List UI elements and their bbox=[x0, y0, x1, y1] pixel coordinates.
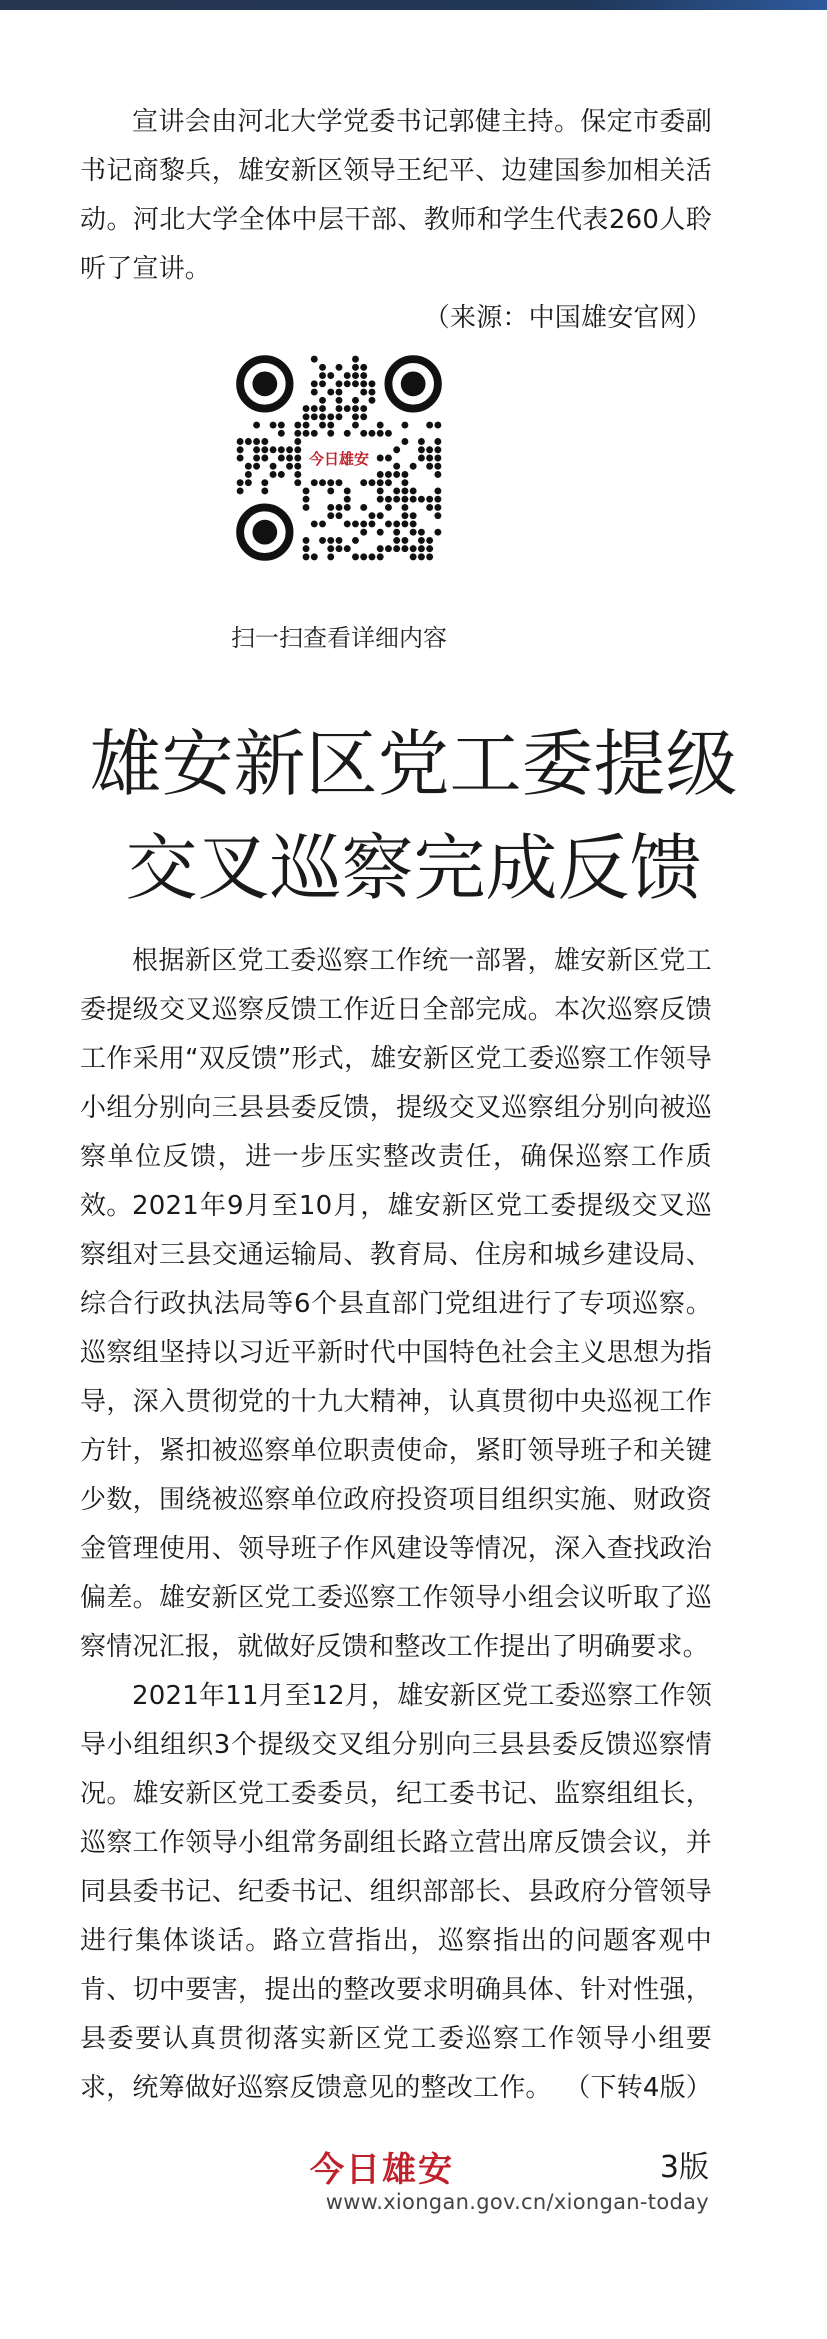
qr-module bbox=[278, 455, 285, 462]
qr-module bbox=[261, 455, 268, 462]
qr-module bbox=[311, 389, 318, 396]
qr-module bbox=[319, 413, 326, 420]
qr-module bbox=[401, 479, 408, 486]
article-headline bbox=[40, 712, 787, 920]
qr-module bbox=[410, 487, 417, 494]
qr-module bbox=[393, 446, 400, 453]
qr-module bbox=[434, 422, 441, 429]
qr-module bbox=[336, 380, 343, 387]
headline-line-1: 雄安新区党工委提级 bbox=[89, 722, 738, 806]
headline-line-2: 交叉巡察完成反馈 bbox=[125, 826, 702, 910]
qr-module bbox=[327, 413, 334, 420]
qr-module bbox=[434, 512, 441, 519]
qr-module bbox=[393, 545, 400, 552]
qr-module bbox=[261, 479, 268, 486]
qr-module bbox=[294, 479, 301, 486]
qr-module bbox=[237, 455, 244, 462]
qr-module bbox=[410, 496, 417, 503]
qr-module bbox=[434, 496, 441, 503]
qr-module bbox=[368, 520, 375, 527]
intro-paragraph bbox=[80, 98, 712, 343]
qr-module bbox=[311, 356, 318, 363]
qr-caption: 扫一扫查看详细内容 bbox=[231, 624, 447, 652]
qr-module bbox=[286, 455, 293, 462]
body-paragraph-1: 根据新区党工委巡察工作统一部署，雄安新区党工委提级交叉巡察反馈工作近日全部完成。本次巡察反馈工作采用“双反馈”形式，雄安新区党工委巡察工作领导小组分别向三县县委反馈，提级交叉巡察组分别向被巡察单位反馈，进一步压实整改责任，确保巡察工作质效。 bbox=[80, 946, 712, 1221]
qr-module bbox=[344, 380, 351, 387]
qr-module bbox=[418, 496, 425, 503]
qr-module bbox=[352, 405, 359, 412]
qr-module bbox=[319, 397, 326, 404]
qr-module bbox=[344, 405, 351, 412]
qr-module bbox=[336, 545, 343, 552]
qr-module bbox=[360, 405, 367, 412]
qr-module bbox=[377, 430, 384, 437]
intro-text: 宣讲会由河北大学党委书记郭健主持。保定市委副书记商黎兵，雄安新区领导王纪平、边建国参加相关活动。河北大学全体中层干部、教师和学生代表260人聆听了宣讲。 bbox=[80, 107, 712, 284]
qr-module bbox=[418, 545, 425, 552]
qr-module bbox=[434, 463, 441, 470]
qr-module bbox=[344, 372, 351, 379]
qr-module bbox=[360, 553, 367, 560]
qr-module bbox=[418, 553, 425, 560]
qr-module bbox=[336, 397, 343, 404]
qr-module bbox=[327, 422, 334, 429]
qr-module bbox=[245, 463, 252, 470]
qr-module bbox=[352, 520, 359, 527]
qr-module bbox=[303, 553, 310, 560]
qr-code-block[interactable] bbox=[231, 355, 447, 652]
qr-module bbox=[393, 537, 400, 544]
qr-module bbox=[352, 553, 359, 560]
qr-module bbox=[368, 512, 375, 519]
qr-module bbox=[319, 380, 326, 387]
qr-module bbox=[294, 430, 301, 437]
qr-module bbox=[344, 545, 351, 552]
qr-module bbox=[344, 487, 351, 494]
qr-module bbox=[237, 479, 244, 486]
qr-module bbox=[253, 446, 260, 453]
qr-module bbox=[344, 496, 351, 503]
qr-module bbox=[385, 430, 392, 437]
qr-module bbox=[352, 397, 359, 404]
top-decorative-bar bbox=[0, 0, 827, 10]
qr-module bbox=[294, 438, 301, 445]
qr-module bbox=[270, 446, 277, 453]
qr-module bbox=[401, 520, 408, 527]
qr-module bbox=[360, 389, 367, 396]
qr-module bbox=[253, 463, 260, 470]
qr-module bbox=[327, 372, 334, 379]
qr-module bbox=[360, 529, 367, 536]
qr-module bbox=[377, 422, 384, 429]
qr-module bbox=[385, 455, 392, 462]
qr-module bbox=[360, 504, 367, 511]
qr-module bbox=[336, 504, 343, 511]
qr-module bbox=[237, 438, 244, 445]
qr-module bbox=[401, 422, 408, 429]
qr-module bbox=[336, 479, 343, 486]
qr-module bbox=[278, 422, 285, 429]
qr-module bbox=[319, 479, 326, 486]
qr-module bbox=[352, 356, 359, 363]
qr-module bbox=[377, 553, 384, 560]
qr-module bbox=[344, 504, 351, 511]
qr-module bbox=[426, 422, 433, 429]
qr-module bbox=[434, 471, 441, 478]
qr-module bbox=[377, 512, 384, 519]
qr-module bbox=[336, 413, 343, 420]
qr-module bbox=[434, 529, 441, 536]
qr-module bbox=[418, 446, 425, 453]
body-paragraph-3 bbox=[80, 1672, 712, 2113]
qr-module bbox=[377, 471, 384, 478]
qr-module bbox=[303, 545, 310, 552]
qr-module bbox=[294, 471, 301, 478]
qr-module bbox=[319, 372, 326, 379]
qr-module bbox=[311, 430, 318, 437]
qr-module bbox=[311, 553, 318, 560]
qr-module bbox=[377, 496, 384, 503]
qr-module bbox=[327, 389, 334, 396]
qr-code[interactable] bbox=[236, 355, 442, 561]
qr-module bbox=[294, 463, 301, 470]
qr-module bbox=[327, 537, 334, 544]
qr-module bbox=[418, 438, 425, 445]
qr-module bbox=[360, 430, 367, 437]
qr-module bbox=[426, 553, 433, 560]
qr-module bbox=[286, 463, 293, 470]
qr-module bbox=[237, 446, 244, 453]
qr-module bbox=[319, 364, 326, 371]
qr-module bbox=[393, 487, 400, 494]
qr-module bbox=[393, 529, 400, 536]
qr-module bbox=[261, 438, 268, 445]
qr-module bbox=[352, 537, 359, 544]
qr-module bbox=[344, 430, 351, 437]
qr-module bbox=[401, 545, 408, 552]
qr-module bbox=[434, 455, 441, 462]
qr-module bbox=[385, 504, 392, 511]
qr-module bbox=[336, 405, 343, 412]
qr-module bbox=[327, 504, 334, 511]
qr-module bbox=[352, 422, 359, 429]
qr-module bbox=[278, 430, 285, 437]
qr-module bbox=[393, 496, 400, 503]
qr-module bbox=[426, 545, 433, 552]
qr-module bbox=[327, 553, 334, 560]
qr-module bbox=[393, 463, 400, 470]
qr-module bbox=[352, 364, 359, 371]
qr-module bbox=[319, 537, 326, 544]
qr-module bbox=[336, 512, 343, 519]
qr-module bbox=[434, 504, 441, 511]
qr-module bbox=[352, 372, 359, 379]
footer-url[interactable]: www.xiongan.gov.cn/xiongan-today bbox=[325, 2190, 709, 2214]
qr-module bbox=[311, 380, 318, 387]
qr-module bbox=[294, 446, 301, 453]
qr-module bbox=[410, 463, 417, 470]
qr-module bbox=[385, 545, 392, 552]
qr-module bbox=[352, 413, 359, 420]
qr-module bbox=[368, 430, 375, 437]
qr-module bbox=[377, 487, 384, 494]
qr-module bbox=[278, 471, 285, 478]
qr-module bbox=[434, 487, 441, 494]
qr-finder-dot bbox=[401, 371, 426, 396]
qr-module bbox=[261, 487, 268, 494]
qr-finder-dot bbox=[252, 520, 277, 545]
qr-module bbox=[385, 496, 392, 503]
qr-module bbox=[360, 479, 367, 486]
qr-module bbox=[401, 512, 408, 519]
qr-module bbox=[336, 537, 343, 544]
qr-module bbox=[377, 545, 384, 552]
qr-module bbox=[401, 537, 408, 544]
qr-module bbox=[418, 537, 425, 544]
qr-module bbox=[426, 496, 433, 503]
qr-module bbox=[245, 438, 252, 445]
qr-module bbox=[245, 479, 252, 486]
body-paragraph-3-text: 2021年11月至12月，雄安新区党工委巡察工作领导小组组织3个提级交叉组分别向三县县委反馈巡察情况。雄安新区党工委委员，纪工委书记、监察组组长，巡察工作领导小组常务副组长路立营出席反馈会议，并同县委书记、纪委书记、组织部部长、县政府分管领导进行集体谈话。路立营指出，巡察指出的问题客观中肯、切中要害，提出的整改要求明确具体、针对性强，县委要认真贯彻落实新区党工委巡察工作领导小组要求，统筹做好巡察反馈意见的整改工作。 bbox=[80, 1681, 712, 2103]
qr-module bbox=[278, 446, 285, 453]
qr-module bbox=[393, 471, 400, 478]
qr-module bbox=[426, 537, 433, 544]
continued-note: （下转4版） bbox=[564, 2073, 712, 2103]
qr-center-logo: 今日雄安 bbox=[309, 443, 369, 473]
qr-module bbox=[401, 487, 408, 494]
qr-module bbox=[377, 479, 384, 486]
qr-module bbox=[368, 397, 375, 404]
qr-module bbox=[327, 512, 334, 519]
qr-module bbox=[336, 389, 343, 396]
qr-module bbox=[270, 471, 277, 478]
qr-module bbox=[245, 471, 252, 478]
qr-module bbox=[410, 553, 417, 560]
qr-module bbox=[410, 520, 417, 527]
qr-module bbox=[319, 422, 326, 429]
qr-module bbox=[303, 504, 310, 511]
qr-module bbox=[377, 529, 384, 536]
qr-module bbox=[377, 455, 384, 462]
qr-module bbox=[368, 553, 375, 560]
qr-module bbox=[311, 413, 318, 420]
qr-module bbox=[311, 479, 318, 486]
qr-module bbox=[360, 413, 367, 420]
qr-module bbox=[270, 422, 277, 429]
qr-finder-dot bbox=[252, 371, 277, 396]
qr-module bbox=[303, 537, 310, 544]
qr-module bbox=[426, 504, 433, 511]
qr-module bbox=[426, 446, 433, 453]
qr-module bbox=[401, 471, 408, 478]
qr-module bbox=[237, 487, 244, 494]
body-paragraph-2: 2021年9月至10月，雄安新区党工委提级交叉巡察组对三县交通运输局、教育局、住房和城乡建设局、综合行政执法局等6个县直部门党组进行了专项巡察。巡察组坚持以习近平新时代中国特色社会主义思想为指导，深入贯彻党的十九大精神，认真贯彻中央巡视工作方针，紧扣被巡察单位职责使命，紧盯领导班子和关键少数，围绕被巡察单位政府投资项目组织实施、财政资金管理使用、领导班子作风建设等情况，深入查找政治偏差。雄安新区党工委巡察工作领导小组会议听取了巡察情况汇报，就做好反馈和整改工作提出了明确要求。 bbox=[80, 1191, 712, 1662]
qr-module bbox=[385, 479, 392, 486]
qr-module bbox=[311, 405, 318, 412]
qr-module bbox=[368, 479, 375, 486]
qr-module bbox=[253, 455, 260, 462]
qr-module bbox=[418, 529, 425, 536]
qr-module bbox=[418, 455, 425, 462]
qr-module bbox=[294, 422, 301, 429]
qr-module bbox=[385, 520, 392, 527]
qr-module bbox=[410, 529, 417, 536]
qr-module bbox=[368, 380, 375, 387]
qr-module bbox=[336, 364, 343, 371]
qr-module bbox=[303, 405, 310, 412]
qr-module bbox=[319, 405, 326, 412]
qr-module bbox=[360, 372, 367, 379]
qr-module bbox=[294, 455, 301, 462]
qr-module bbox=[303, 496, 310, 503]
qr-module bbox=[303, 422, 310, 429]
qr-module bbox=[410, 545, 417, 552]
qr-module bbox=[385, 471, 392, 478]
qr-module bbox=[303, 430, 310, 437]
qr-module bbox=[344, 520, 351, 527]
qr-module bbox=[401, 504, 408, 511]
qr-module bbox=[303, 413, 310, 420]
qr-module bbox=[286, 446, 293, 453]
qr-module bbox=[434, 438, 441, 445]
qr-module bbox=[393, 520, 400, 527]
qr-module bbox=[352, 380, 359, 387]
qr-module bbox=[410, 512, 417, 519]
qr-module bbox=[253, 422, 260, 429]
qr-module bbox=[426, 463, 433, 470]
qr-module bbox=[327, 430, 334, 437]
qr-module bbox=[261, 446, 268, 453]
qr-module bbox=[368, 389, 375, 396]
footer-logo: 今日雄安 bbox=[310, 2150, 454, 2190]
qr-module bbox=[360, 520, 367, 527]
qr-module bbox=[327, 545, 334, 552]
qr-module bbox=[401, 496, 408, 503]
qr-module bbox=[426, 455, 433, 462]
intro-source: （来源：中国雄安官网） bbox=[423, 303, 712, 333]
qr-module bbox=[253, 438, 260, 445]
page-number: 3版 bbox=[659, 2150, 709, 2185]
qr-module bbox=[311, 520, 318, 527]
qr-module bbox=[303, 487, 310, 494]
qr-module bbox=[360, 380, 367, 387]
qr-module bbox=[327, 487, 334, 494]
qr-module bbox=[434, 446, 441, 453]
qr-module bbox=[327, 479, 334, 486]
qr-module bbox=[319, 520, 326, 527]
qr-module bbox=[401, 438, 408, 445]
qr-module bbox=[360, 364, 367, 371]
qr-module bbox=[270, 463, 277, 470]
